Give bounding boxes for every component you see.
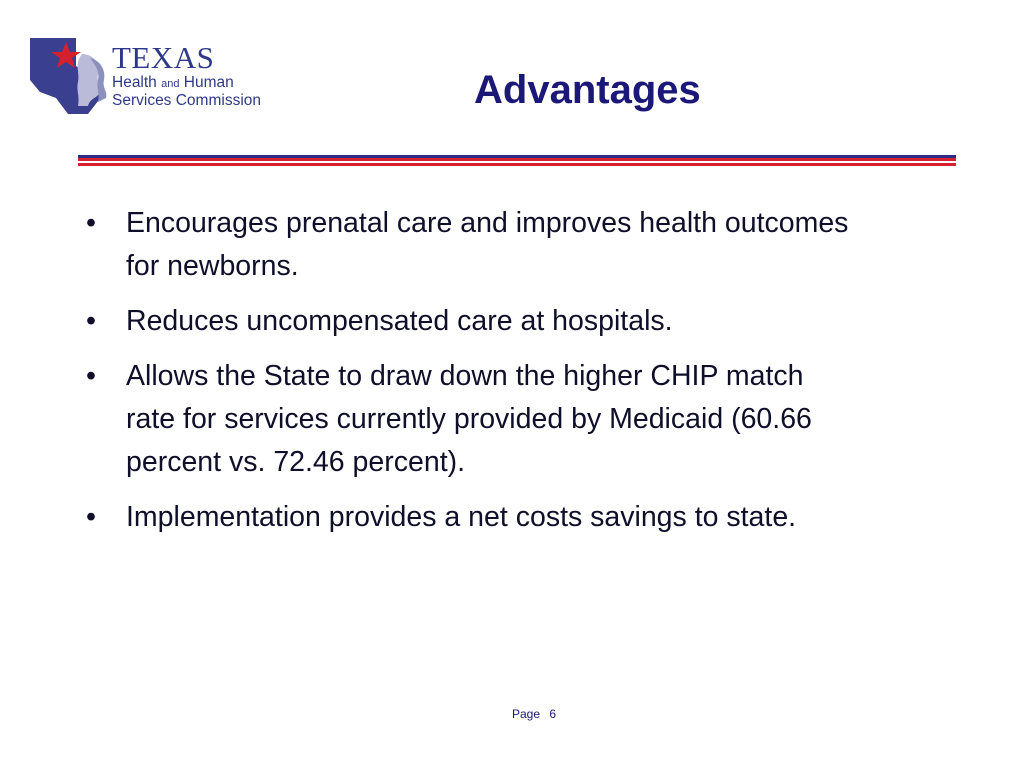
logo-line-2: Services Commission xyxy=(112,91,262,109)
logo-wordmark xyxy=(112,42,261,108)
list-item xyxy=(86,355,956,484)
bullet-text: Reduces uncompensated care at hospitals. xyxy=(126,305,673,337)
texas-hhsc-logo-mark-icon xyxy=(28,36,110,116)
hhsc-logo xyxy=(28,36,268,116)
list-item xyxy=(86,202,956,288)
logo-and-text: and xyxy=(161,78,180,90)
logo-line-1 xyxy=(112,75,261,91)
bullet-list xyxy=(86,202,956,551)
page-title: Advantages xyxy=(474,68,701,112)
page-label: Page xyxy=(512,707,541,721)
logo-texas-text: TEXAS xyxy=(112,40,215,75)
page-number-value: 6 xyxy=(549,707,557,721)
bullet-text: Encourages prenatal care and improves health outcomes for newborns. xyxy=(126,207,849,282)
bullet-text: Implementation provides a net costs savings to state. xyxy=(126,501,797,533)
bullet-icon: • xyxy=(86,207,96,239)
list-item xyxy=(86,496,956,539)
bullet-icon: • xyxy=(86,501,96,533)
bullet-text: Allows the State to draw down the higher CHIP match rate for services currently provided by Medicaid (60.66 percent vs. 72.46 percent). xyxy=(126,360,812,478)
list-item xyxy=(86,300,956,343)
bullet-icon: • xyxy=(86,360,96,392)
header-rule-red-bottom xyxy=(78,163,956,166)
logo-health-text: Health xyxy=(112,74,157,91)
logo-human-text: Human xyxy=(183,74,234,91)
bullet-icon: • xyxy=(86,305,96,337)
page-number xyxy=(512,707,556,721)
